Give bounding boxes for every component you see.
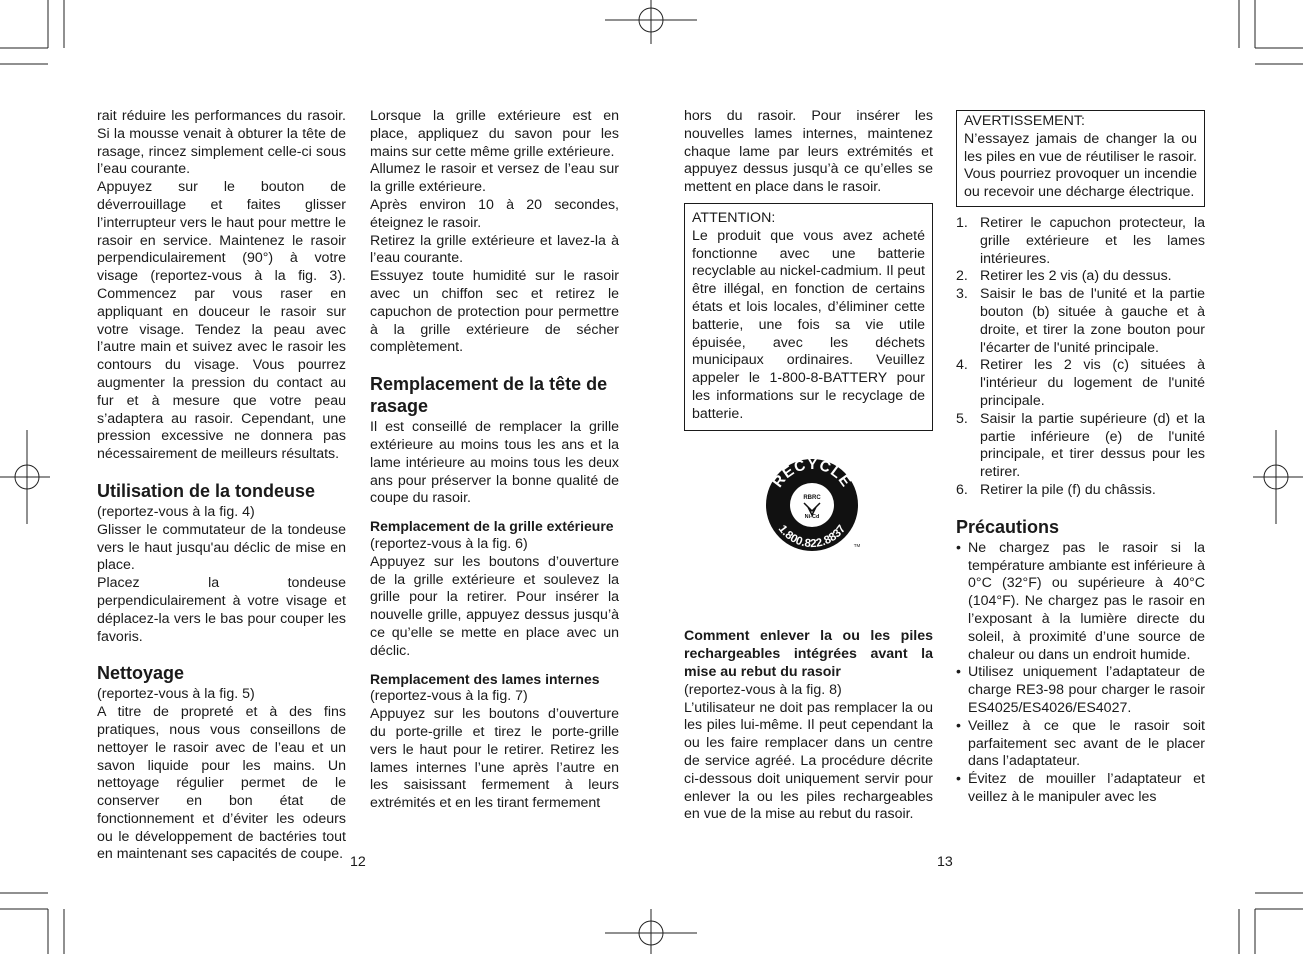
page12-column-right (370, 108, 619, 813)
paragraph: Essuyez toute humidité sur le rasoir avec un chiffon sec et retirez le capuchon de protection pour permettre à la grille extérieure de sécher complètement. (370, 268, 619, 356)
paragraph: Lorsque la grille extérieure est en place, appliquez du savon pour les mains sur cette même grille extérieure. (370, 108, 619, 160)
heading-precautions: Précautions (956, 516, 1060, 537)
list-item: • Utilisez uniquement l’adaptateur de charge RE3-98 pour charger le rasoir ES4025/ES4026/ES4027. (956, 664, 1205, 716)
removal-steps-list (956, 215, 1205, 500)
list-item: 5. Saisir la partie supérieure (d) et la partie inférieure (e) de l'unité principale, et tirer dessus pour les retirer. (956, 410, 1205, 481)
list-item: 1. Retirer le capuchon protecteur, la grille extérieure et les lames intérieures. (956, 214, 1205, 267)
paragraph: (reportez-vous à la fig. 6) (370, 535, 528, 552)
recycle-rbrc: RBRC (803, 494, 821, 501)
paragraph: Allumez le rasoir et versez de l’eau sur la grille extérieure. (370, 161, 619, 196)
page13-column-right (956, 108, 1205, 807)
paragraph: Appuyez sur les boutons d’ouverture de la grille extérieure et soulevez la grille pour la retirer. Pour insérer la nouvelle grille, appuyez dessus jusqu’à ce qu’elle se mette en place avec un déclic. (370, 553, 619, 659)
heading-enlever-piles: Comment enlever la ou les piles rechargeables intégrées avant la mise au rebut du rasoir (684, 628, 933, 680)
recycle-phone: 1.800.822.8837 (775, 522, 849, 550)
list-item: 6. Retirer la pile (f) du châssis. (956, 481, 1156, 498)
list-item: 3. Saisir le bas de l'unité et la partie bouton (b) située à gauche et à droite, et tirer la zone bouton pour l'écarter de l'unité principale. (956, 286, 1205, 356)
paragraph: rait réduire les performances du rasoir. Si la mousse venait à obturer la tête de rasage, rincez simplement celle-ci sous l’eau courante. (97, 108, 346, 178)
paragraph: Glisser le commutateur de la tondeuse vers le haut jusqu'au déclic de mise en place. (97, 521, 346, 574)
paragraph: A titre de propreté et à des fins pratiques, nous vous conseillons de nettoyer le rasoir avec de l’eau et un savon liquide pour les mains. Un nettoyage régulier permet de le conserver en bon état de fonctionnement et d’éviter les odeurs ou le développement de bactéries tout en maintenant ses capacités de coupe. (97, 704, 346, 863)
paragraph: (reportez-vous à la fig. 4) (97, 503, 255, 520)
recycle-word: RECYCLE (769, 455, 855, 491)
paragraph: hors du rasoir. Pour insérer les nouvelles lames internes, maintenez chaque lame par leurs extrémités et appuyez dessus jusqu’à ce qu’elles se mettent en place dans le rasoir. (684, 108, 933, 196)
list-item: • Ne chargez pas le rasoir si la température ambiante est inférieure à 0°C (32°F) ou supérieure à 40°C (104°F). Ne chargez pas le rasoir en l’exposant à la lumière directe du soleil, à proximité d’une source de chaleur ou dans un endroit humide. (956, 539, 1205, 663)
list-item: • Évitez de mouiller l’adaptateur et veillez à le manipuler avec les (956, 771, 1205, 805)
warning-text: N’essayez jamais de changer la ou les piles en vue de réutiliser le rasoir. Vous pourriez provoquer un incendie ou recevoir une décharge électrique. (964, 130, 1197, 201)
paragraph: Appuyez sur le bouton de déverrouillage et faites glisser l’interrupteur vers le haut pour mettre le rasoir en service. Maintenez le rasoir perpendiculairement (90°) à votre visage (reportez-vous à la fig. 3). Commencez par vous raser en appliquant en douceur le rasoir sur votre visage. Tendez la peau avec l’autre main et suivez avec le rasoir les contours du visage. Vous pourrez augmenter la pression du contact au fur et à mesure que votre peau s’adaptera au rasoir. Cependant, une pression excessive ne donnera pas nécessairement de meilleurs résultats. (97, 179, 346, 463)
paragraph: (reportez-vous à la fig. 8) (684, 681, 842, 698)
page13-column-left (684, 108, 933, 824)
attention-box (684, 203, 933, 431)
paragraph: Retirez la grille extérieure et lavez-la à l’eau courante. (370, 232, 619, 267)
heading-nettoyage: Nettoyage (97, 663, 185, 684)
paragraph: L’utilisateur ne doit pas remplacer la ou les piles lui-même. Il peut cependant la ou les faire remplacer dans un centre de service agréé. La procédure décrite ci-dessous doit uniquement servir pour enlever la ou les piles rechargeables en vue de la mise au rebut du rasoir. (684, 699, 933, 823)
list-item: • Veillez à ce que le rasoir soit parfaitement sec avant de le placer dans l’adaptateur. (956, 717, 1205, 770)
paragraph: (reportez-vous à la fig. 7) (370, 688, 528, 705)
warning-box (956, 110, 1205, 207)
page12-column-left (97, 108, 346, 864)
paragraph: Il est conseillé de remplacer la grille extérieure au moins tous les ans et la lame intérieure au moins tous les deux ans pour préserver la bonne qualité de coupe du rasoir. (370, 419, 619, 507)
list-item: 4. Retirer les 2 vis (c) situées à l'intérieur du logement de l'unité principale. (956, 357, 1205, 409)
heading-remplacement-tete: Remplacement de la tête de rasage (370, 374, 608, 417)
paragraph: Appuyez sur les boutons d’ouverture du porte-grille et tirez le porte-grille vers le haut pour le retirer. Retirez les lames internes l’une après l’autre en les saisissant fermement à leurs extrémités et en les tirant fermement (370, 706, 619, 812)
heading-tondeuse: Utilisation de la tondeuse (97, 480, 316, 501)
subheading-grille: Remplacement de la grille extérieure (370, 518, 614, 535)
recycle-nicd: Ni-Cd (804, 513, 820, 520)
rbrc-recycle-seal-icon (762, 455, 862, 555)
paragraph: (reportez-vous à la fig. 5) (97, 686, 255, 703)
page-number-left: 12 (350, 854, 366, 870)
attention-title: ATTENTION: (692, 209, 776, 226)
warning-title: AVERTISSEMENT: (964, 113, 1085, 129)
list-item: 2. Retirer les 2 vis (a) du dessus. (956, 268, 1172, 285)
subheading-lames: Remplacement des lames internes (370, 670, 600, 687)
page-number-right: 13 (937, 854, 953, 870)
attention-text: Le produit que vous avez acheté fonctionne avec une batterie recyclable au nickel-cadmium. Il peut être illégal, en fonction de certains états et lois locales, d’éliminer cette batterie, une fois sa vie utile épuisée, avec les déchets municipaux ordinaires. Veuillez appeler le 1-800-8-BATTERY pour les informations sur le recyclage de batterie. (692, 227, 925, 422)
paragraph: Après environ 10 à 20 secondes, éteignez le rasoir. (370, 196, 619, 231)
precautions-list (956, 540, 1205, 807)
paragraph: Placez la tondeuse perpendiculairement à votre visage et déplacez-la vers le bas pour couper les favoris. (97, 575, 346, 645)
recycle-tm: TM (853, 542, 861, 548)
